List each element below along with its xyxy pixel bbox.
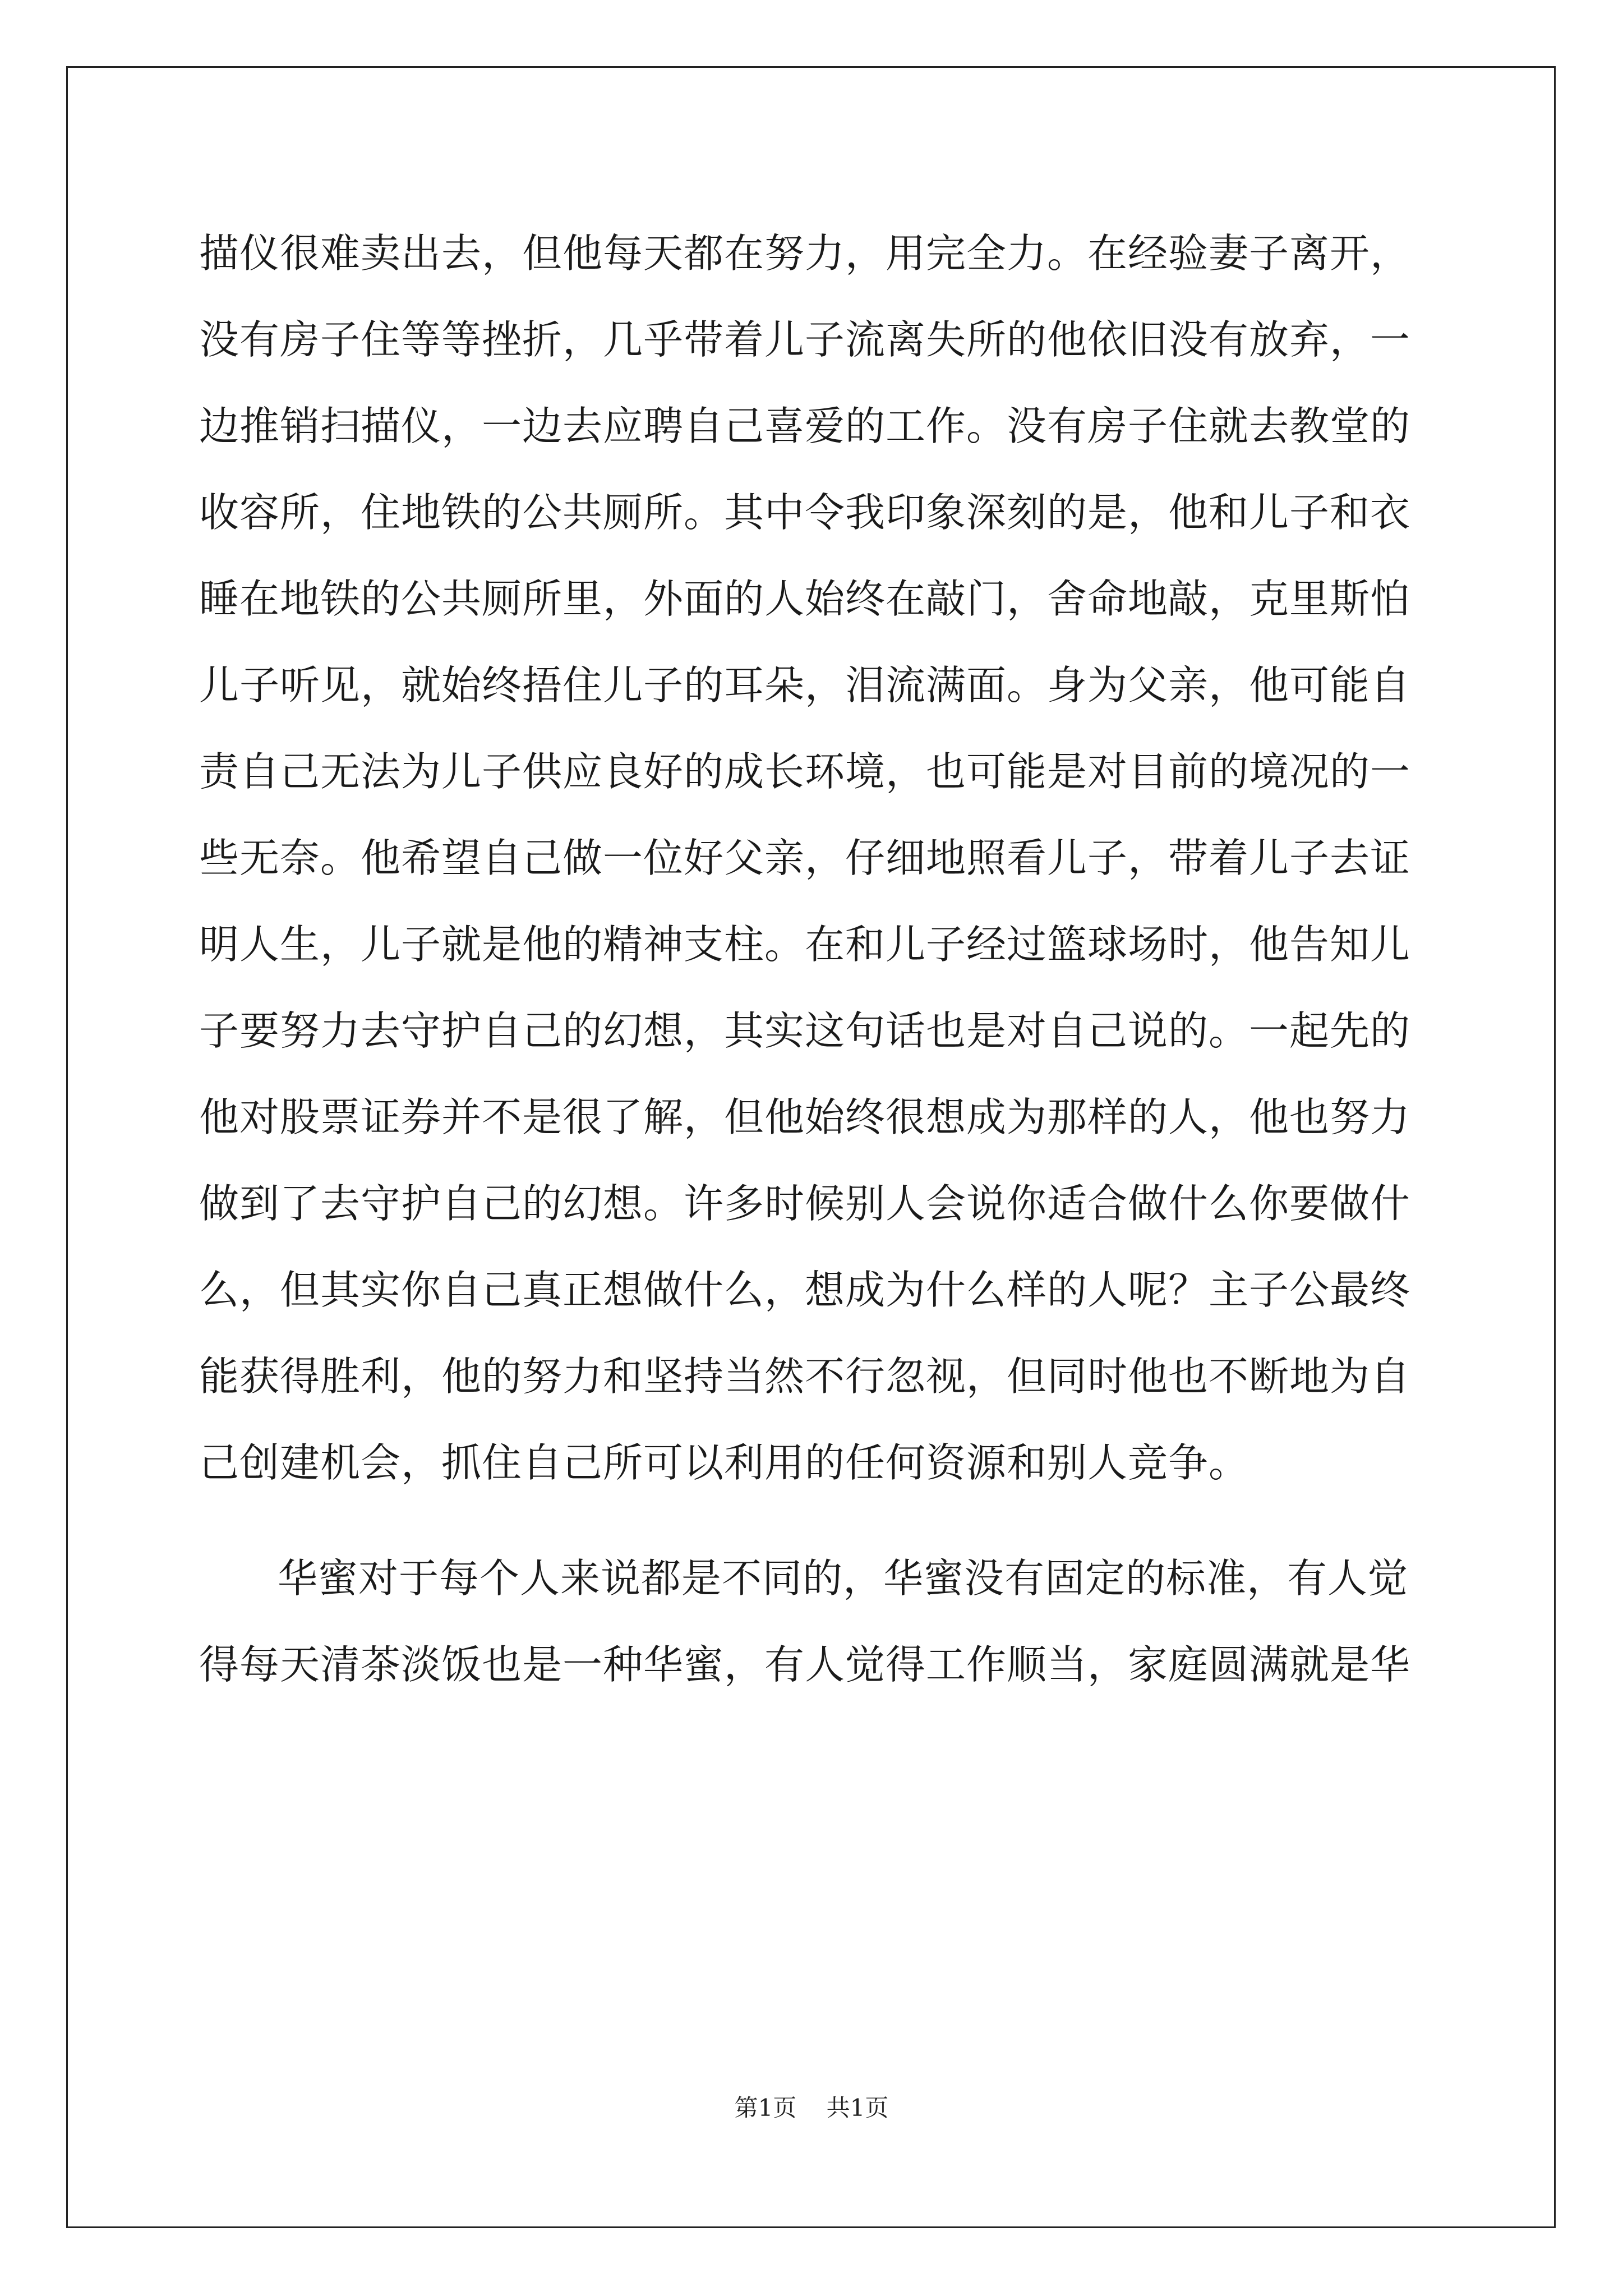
text-line: 做到了去守护自己的幻想。许多时候别人会说你适合做什么你要做什 <box>199 1180 1411 1227</box>
text-line: 没有房子住等等挫折，几乎带着儿子流离失所的他依旧没有放弃，一 <box>199 316 1411 363</box>
text-line: 睡在地铁的公共厕所里，外面的人始终在敲门，舍命地敲，克里斯怕 <box>199 576 1411 622</box>
text-line: 责自己无法为儿子供应良好的成长环境，也可能是对目前的境况的一 <box>199 748 1411 795</box>
paragraph-spacer <box>199 1506 1427 1535</box>
text-line: 己创建机会，抓住自己所可以利用的任何资源和别人竞争。 <box>199 1439 1249 1486</box>
text-line-indented: 华蜜对于每个人来说都是不同的，华蜜没有固定的标准，有人觉 <box>278 1555 1409 1602</box>
text-line: 得每天清茶淡饭也是一种华蜜，有人觉得工作顺当，家庭圆满就是华 <box>199 1641 1411 1688</box>
page-number-footer: 第1页 共1页 <box>734 2094 889 2122</box>
text-line: 儿子听见，就始终捂住儿子的耳朵，泪流满面。身为父亲，他可能自 <box>199 662 1411 708</box>
text-line: 子要努力去守护自己的幻想，其实这句话也是对自己说的。一起先的 <box>199 1007 1411 1054</box>
text-line: 明人生，儿子就是他的精神支柱。在和儿子经过篮球场时，他告知儿 <box>199 921 1411 968</box>
text-line: 描仪很难卖出去，但他每天都在努力，用完全力。在经验妻子离开， <box>199 230 1411 277</box>
document-body <box>199 210 1427 1708</box>
paragraph-2 <box>199 1535 1427 1708</box>
text-line: 收容所，住地铁的公共厕所。其中令我印象深刻的是，他和儿子和衣 <box>199 489 1411 536</box>
text-line: 他对股票证券并不是很了解，但他始终很想成为那样的人，他也努力 <box>199 1094 1411 1140</box>
text-line: 些无奈。他希望自己做一位好父亲，仔细地照看儿子，带着儿子去证 <box>199 835 1411 881</box>
text-line: 么，但其实你自己真正想做什么，想成为什么样的人呢？主子公最终 <box>199 1267 1411 1313</box>
text-line: 能获得胜利，他的努力和坚持当然不行忽视，但同时他也不断地为自 <box>199 1353 1411 1400</box>
paragraph-1 <box>199 210 1427 1506</box>
text-line: 边推销扫描仪，一边去应聘自己喜爱的工作。没有房子住就去教堂的 <box>199 403 1411 449</box>
